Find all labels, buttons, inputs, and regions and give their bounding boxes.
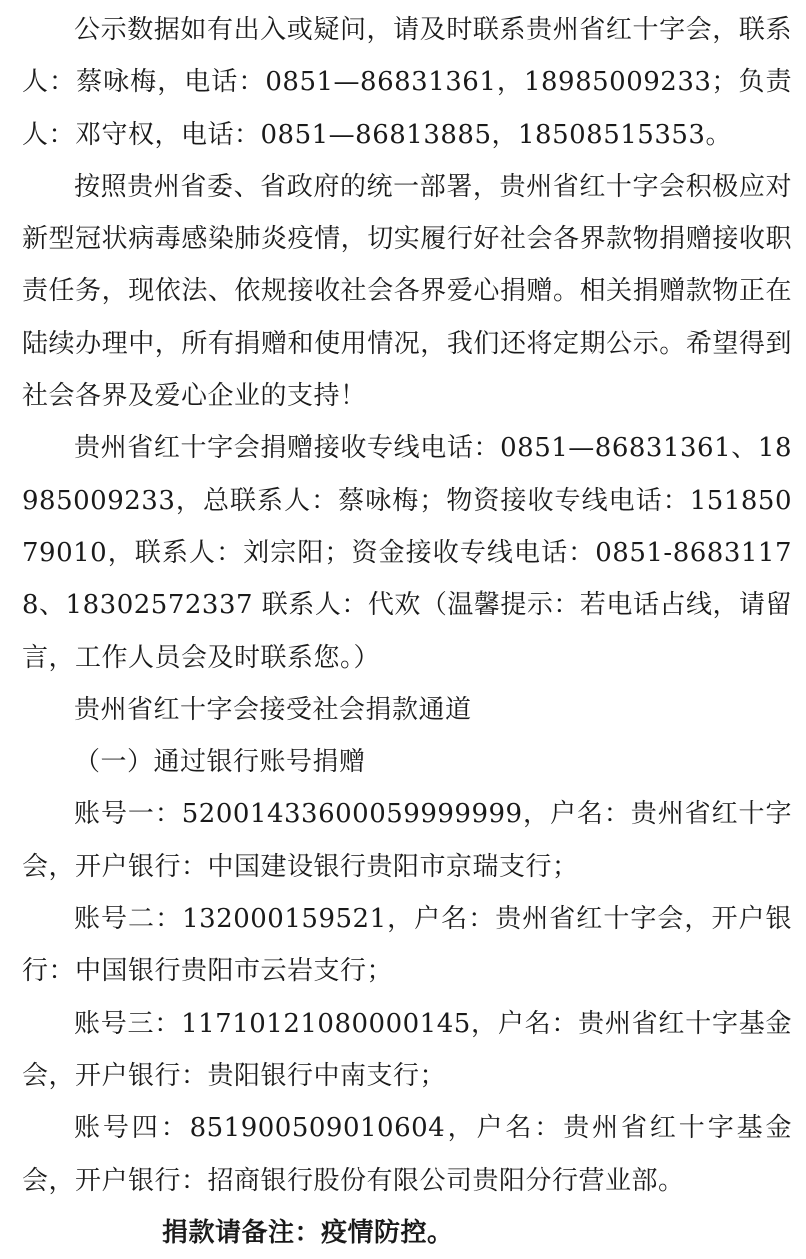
hotline-paragraph: 贵州省红十字会捐赠接收专线电话：0851—86831361、18985009233，总联系人：蔡咏梅；物资接收专线电话：15185079010，联系人：刘宗阳；资金接收专线电话：0851-86831178、18302572337 联系人：代欢（温馨提示：若电话占线，请留言，工作人员会及时联系您。） (22, 433, 792, 673)
bank-account-2: 账号二：132000159521，户名：贵州省红十字会，开户银行：中国银行贵阳市云岩支行； (22, 904, 792, 987)
bank-account-4: 账号四：851900509010604，户名：贵州省红十字基金会，开户银行：招商银行股份有限公司贵阳分行营业部。 (22, 1113, 792, 1196)
announcement-paragraph: 按照贵州省委、省政府的统一部署，贵州省红十字会积极应对新型冠状病毒感染肺炎疫情，切实履行好社会各界款物捐赠接收职责任务，现依法、依规接收社会各界爱心捐赠。相关捐赠款物正在陆续办理中，所有捐赠和使用情况，我们还将定期公示。希望得到社会各界及爱心企业的支持！ (22, 171, 792, 412)
bank-transfer-heading: （一）通过银行账号捐赠 (74, 747, 366, 778)
document-page (22, 4, 792, 1259)
bank-account-1: 账号一：52001433600059999999，户名：贵州省红十字会，开户银行：中国建设银行贵阳市京瑞支行； (22, 799, 792, 882)
donation-remark-note: 捐款请备注：疫情防控。 (162, 1217, 454, 1248)
donation-channel-heading: 贵州省红十字会接受社会捐款通道 (74, 694, 472, 725)
contact-paragraph: 公示数据如有出入或疑问，请及时联系贵州省红十字会，联系人：蔡咏梅，电话：0851—86831361，18985009233；负责人：邓守权，电话：0851—86813885，18508515353。 (22, 15, 792, 150)
bank-account-3: 账号三：11710121080000145，户名：贵州省红十字基金会，开户银行：贵阳银行中南支行； (22, 1008, 792, 1091)
